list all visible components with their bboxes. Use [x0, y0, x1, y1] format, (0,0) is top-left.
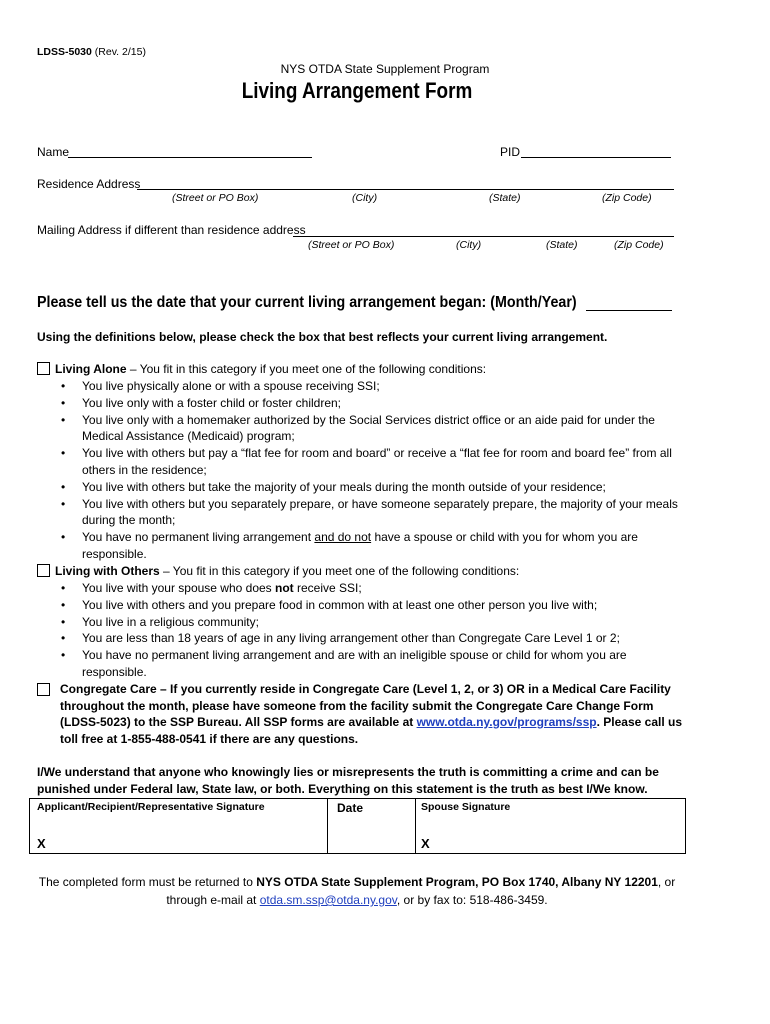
list-item-text: You live with your spouse who does — [82, 581, 276, 595]
mailing-zip-caption: (Zip Code) — [614, 239, 664, 251]
list-item: • You are less than 18 years of age in any living arrangement other than Congregate Care Level 1 or 2; — [56, 630, 686, 647]
congregate-care-body: Congregate Care – If you currently reside in Congregate Care (Level 1, 2, or 3) OR in a Medical Care Facility throughout the month, please have someone from the facility submit the Congregate Care Change Form (LDSS-5023) to the SSP Bureau. All SSP forms are available at — [60, 682, 671, 729]
living-with-others-intro: – You fit in this category if you meet one of the following conditions: — [159, 564, 520, 578]
residence-street-caption: (Street or PO Box) — [172, 192, 259, 204]
mailing-state-caption: (State) — [546, 239, 578, 251]
list-item: • You live physically alone or with a spouse receiving SSI; — [56, 378, 686, 395]
spouse-signature-label: Spouse Signature — [421, 801, 511, 813]
applicant-signature-label: Applicant/Recipient/Representative Signature — [37, 801, 265, 813]
spouse-signature-cell[interactable] — [416, 799, 686, 854]
list-item: • You live in a religious community; — [56, 614, 686, 631]
mailing-street-caption: (Street or PO Box) — [308, 239, 395, 251]
list-item-text: receive SSI; — [293, 581, 362, 595]
residence-state-caption: (State) — [489, 192, 521, 204]
return-instructions-line1 — [0, 875, 714, 889]
list-item: • You live only with a foster child or foster children; — [56, 395, 686, 412]
residence-zip-caption: (Zip Code) — [602, 192, 652, 204]
residence-field[interactable] — [137, 189, 674, 190]
list-item-emphasis: not — [275, 581, 294, 595]
living-with-others-title: Living with Others — [55, 564, 160, 578]
form-revision: (Rev. 2/15) — [94, 46, 146, 58]
certification-statement: I/We understand that anyone who knowingly lies or misrepresents the truth is committing a crime and can be punished under Federal law, State law, or both. Everything on this statement is the truth as best I/We know. — [37, 765, 659, 796]
name-field[interactable] — [68, 157, 312, 158]
living-alone-checkbox[interactable] — [37, 362, 50, 375]
mailing-field[interactable] — [293, 236, 674, 237]
ssp-forms-link[interactable]: www.otda.ny.gov/programs/ssp — [416, 715, 597, 729]
list-item: • You live with others but you separately prepare, or have someone separately prepare, the majority of your meals during the month; — [56, 496, 686, 530]
list-item: • You live only with a homemaker authorized by the Social Services district office or an aide paid for under the Medical Assistance (Medicaid) program; — [56, 412, 686, 446]
return-instructions-line2 — [0, 893, 714, 907]
date-began-field[interactable] — [586, 310, 672, 311]
mailing-city-caption: (City) — [456, 239, 482, 251]
list-item: • You live with others but take the majority of your meals during the month outside of your residence; — [56, 479, 686, 496]
list-item-text: have a spouse or child with you for whom you are responsible. — [82, 530, 638, 561]
list-item: • You live with others and you prepare food in common with at least one other person you live with; — [56, 597, 686, 614]
congregate-care-checkbox[interactable] — [37, 683, 50, 696]
date-cell[interactable] — [328, 799, 416, 854]
residence-city-caption: (City) — [352, 192, 378, 204]
list-item — [56, 580, 686, 597]
form-number: LDSS-5030 — [37, 46, 92, 58]
page-title: Living Arrangement Form — [241, 78, 473, 103]
living-alone-intro: – You fit in this category if you meet one of the following conditions: — [126, 362, 487, 376]
applicant-signature-x: X — [37, 836, 46, 851]
return-text: through e-mail at — [166, 893, 260, 907]
list-item-emphasis: and do not — [314, 530, 372, 545]
return-address: NYS OTDA State Supplement Program, PO Box 1740, Albany NY 12201 — [256, 875, 658, 889]
spouse-signature-x: X — [421, 836, 430, 851]
list-item-text: You have no permanent living arrangement — [82, 530, 315, 545]
living-with-others-heading — [55, 564, 519, 578]
residence-label: Residence Address — [37, 177, 141, 191]
name-label: Name — [37, 145, 70, 159]
applicant-signature-cell[interactable] — [30, 799, 328, 854]
congregate-care-contact: . Please call us toll free at 1-855-488-0541 if there are any questions. — [60, 715, 682, 746]
list-item: • You have no permanent living arrangement and are with an ineligible spouse or child for whom you are responsible. — [56, 647, 686, 681]
mailing-label: Mailing Address if different than residence address — [37, 223, 306, 237]
agency-name: NYS OTDA State Supplement Program — [280, 62, 490, 76]
form-number-line — [37, 46, 146, 58]
list-item: • You live with others but pay a “flat fee for room and board” or receive a “flat fee for room and board fee” from all others in the residence; — [56, 445, 686, 479]
list-item — [56, 529, 686, 563]
pid-field[interactable] — [521, 157, 671, 158]
fax-text: , or by fax to: 518-486-3459. — [396, 893, 548, 907]
congregate-care-text — [60, 681, 682, 747]
living-with-others-checkbox[interactable] — [37, 564, 50, 577]
living-alone-conditions — [56, 378, 686, 563]
email-link[interactable]: otda.sm.ssp@otda.ny.gov — [259, 893, 397, 907]
living-alone-title: Living Alone — [55, 362, 127, 376]
date-question: Please tell us the date that your current living arrangement began: (Month/Year) — [37, 294, 577, 311]
date-label: Date — [337, 801, 364, 815]
living-alone-heading — [55, 362, 486, 376]
instruction-text: Using the definitions below, please check the box that best reflects your current living arrangement. — [37, 330, 608, 344]
pid-label: PID — [500, 145, 521, 159]
return-text: The completed form must be returned to — [38, 875, 257, 889]
signature-table — [29, 798, 686, 854]
living-with-others-conditions — [56, 580, 686, 681]
return-text: , or — [657, 875, 676, 889]
